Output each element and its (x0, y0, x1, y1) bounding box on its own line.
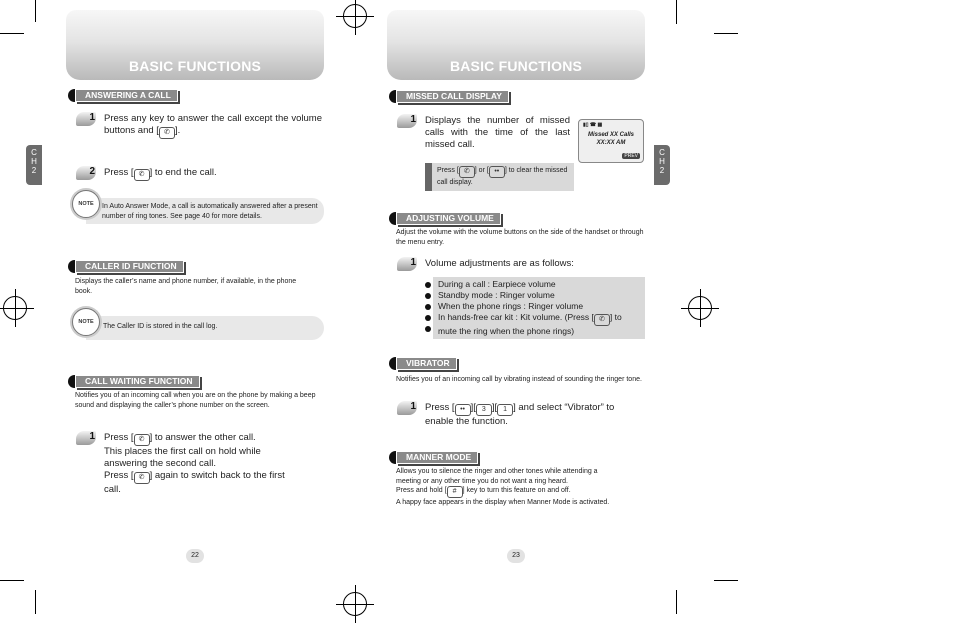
list-item: During a call : Earpiece volume (438, 279, 556, 289)
answering-note: In Auto Answer Mode, a call is automatically answered after a present number of ring tones. See page 40 for more details. (102, 203, 318, 220)
list-bullet (425, 326, 431, 332)
send-key-icon: ✆ (594, 314, 610, 326)
text: In hands-free car kit : Kit volume. (Press [ (438, 312, 594, 322)
menu-key-icon: •• (455, 404, 471, 416)
registration-mark (343, 592, 367, 616)
text: ] again to switch back to the first call. (104, 470, 285, 495)
registration-mark (3, 296, 27, 320)
list-item: Standby mode : Ringer volume (438, 290, 555, 300)
section-title: MISSED CALL DISPLAY (396, 90, 509, 103)
pound-key-icon: # (447, 486, 463, 498)
text: ] to clear the missed call display. (437, 167, 568, 186)
answering-step2-end: ] to end the call. (149, 167, 217, 178)
answering-step2 (104, 167, 322, 181)
text: Press and hold [ (396, 487, 447, 494)
step-number-1: 1 (76, 431, 96, 445)
send-key-icon: ✆ (134, 472, 150, 484)
missed-call-tip (437, 166, 571, 188)
text (396, 486, 651, 498)
vibrator-step1: Press [ •• ][ 3 ][ 1 ] and select “Vibrator” to enable the function. (425, 402, 615, 427)
answering-step2-text: Press [ (104, 167, 134, 178)
chapter-tab-letter: H (31, 157, 37, 166)
page-number-right: 23 (507, 549, 525, 563)
crop-mark (35, 590, 36, 614)
vibrator-desc: Notifies you of an incoming call by vibrating instead of sounding the ringer tone. (396, 376, 642, 383)
list-item: When the phone rings : Ringer volume (438, 301, 584, 311)
text: Press [ (104, 470, 134, 481)
text: ] key to turn this feature on and off. (462, 487, 571, 494)
chapter-tab-letter: C (31, 148, 37, 157)
section-title: MANNER MODE (396, 451, 478, 464)
tip-strip (425, 163, 432, 191)
crop-mark (0, 33, 24, 34)
list-bullet (425, 293, 431, 299)
step-number-1: 1 (397, 401, 417, 415)
call-waiting-desc: Notifies you of an incoming call when you are on the phone by making a beep sound and displaying the caller’s phone number on the screen. (75, 392, 316, 409)
crop-mark (0, 580, 24, 581)
missed-call-step1: Displays the number of missed calls with the time of the last missed call. (425, 115, 570, 150)
text: ] and select “Vibrator” to enable the function. (425, 402, 615, 427)
chapter-tab-right (654, 145, 670, 185)
text: Press [ (104, 432, 134, 443)
section-title: CALL WAITING FUNCTION (75, 375, 200, 388)
crop-mark (676, 590, 677, 614)
text: This places the first call on hold while answering the second call. (104, 446, 261, 469)
crop-mark (714, 580, 738, 581)
registration-mark (688, 296, 712, 320)
answering-step1 (104, 113, 322, 139)
send-key-icon: ✆ (134, 434, 150, 446)
list-item: mute the ring when the phone rings) (438, 326, 575, 336)
right-page-title: BASIC FUNCTIONS (449, 58, 583, 74)
step-number-1: 1 (76, 112, 96, 126)
send-key-icon: ✆ (159, 127, 175, 139)
note-icon: NOTE (72, 190, 100, 218)
left-page-header (66, 10, 324, 80)
step-number-1: 1 (397, 257, 417, 271)
caller-id-desc: Displays the caller’s name and phone number, if available, in the phone book. (75, 278, 297, 295)
page-number-left: 22 (186, 549, 204, 563)
screen-line2: XX:XX AM (596, 140, 626, 146)
chapter-tab-number: 2 (31, 166, 37, 175)
list-bullet (425, 282, 431, 288)
chapter-tab-left (26, 145, 42, 185)
crop-mark (714, 33, 738, 34)
key-icon: 1 (497, 404, 513, 416)
registration-mark (343, 4, 367, 28)
text: Press [ (425, 402, 455, 413)
screen-line1: Missed XX Calls (587, 132, 635, 138)
answering-step1-end: ]. (174, 125, 181, 136)
note-icon: NOTE (72, 308, 100, 336)
text: Allows you to silence the ringer and other tones while attending a (396, 468, 598, 475)
section-title: ADJUSTING VOLUME (396, 212, 501, 225)
right-page-header (387, 10, 645, 80)
step-number-1: 1 (397, 114, 417, 128)
send-key-icon: ✆ (459, 166, 475, 178)
section-title: ANSWERING A CALL (75, 89, 178, 102)
key-icon: 3 (476, 404, 492, 416)
text: A happy face appears in the display when Manner Mode is activated. (396, 499, 610, 506)
text: ] to (609, 312, 622, 322)
list-item (438, 312, 643, 326)
chapter-tab-letter: H (659, 157, 665, 166)
left-page-title: BASIC FUNCTIONS (128, 58, 262, 74)
screen-text (579, 131, 643, 147)
crop-mark (35, 0, 36, 22)
list-bullet (425, 304, 431, 310)
chapter-tab-number: 2 (659, 166, 665, 175)
text: meeting or any other time you do not want a ring heard. (396, 477, 568, 485)
volume-desc: Adjust the volume with the volume buttons on the side of the handset or through the menu entry. (396, 229, 644, 246)
text: ] to answer the other call. (149, 432, 256, 443)
volume-list (438, 279, 643, 337)
answering-step1-text: Press any key to answer the call except the volume buttons and [ (104, 113, 322, 136)
chapter-tab-letter: C (659, 148, 665, 157)
list-bullet (425, 315, 431, 321)
step-number-2: 2 (76, 166, 96, 180)
volume-step1: Volume adjustments are as follows: (425, 258, 574, 269)
status-icons: ▮▯ ☎ ▦ (583, 122, 603, 128)
text: Press [ (437, 167, 459, 174)
caller-id-note: The Caller ID is stored in the call log. (103, 323, 218, 330)
crop-mark (676, 0, 677, 24)
phone-screen-illustration (578, 119, 644, 163)
section-title: CALLER ID FUNCTION (75, 260, 184, 273)
prev-softkey: PREV (624, 153, 638, 159)
section-title: VIBRATOR (396, 357, 457, 370)
text: ] or [ (474, 167, 489, 174)
clear-key-icon: •• (489, 166, 505, 178)
call-waiting-step1 (104, 432, 294, 496)
manner-desc (396, 467, 651, 508)
end-key-icon: ✆ (134, 169, 150, 181)
